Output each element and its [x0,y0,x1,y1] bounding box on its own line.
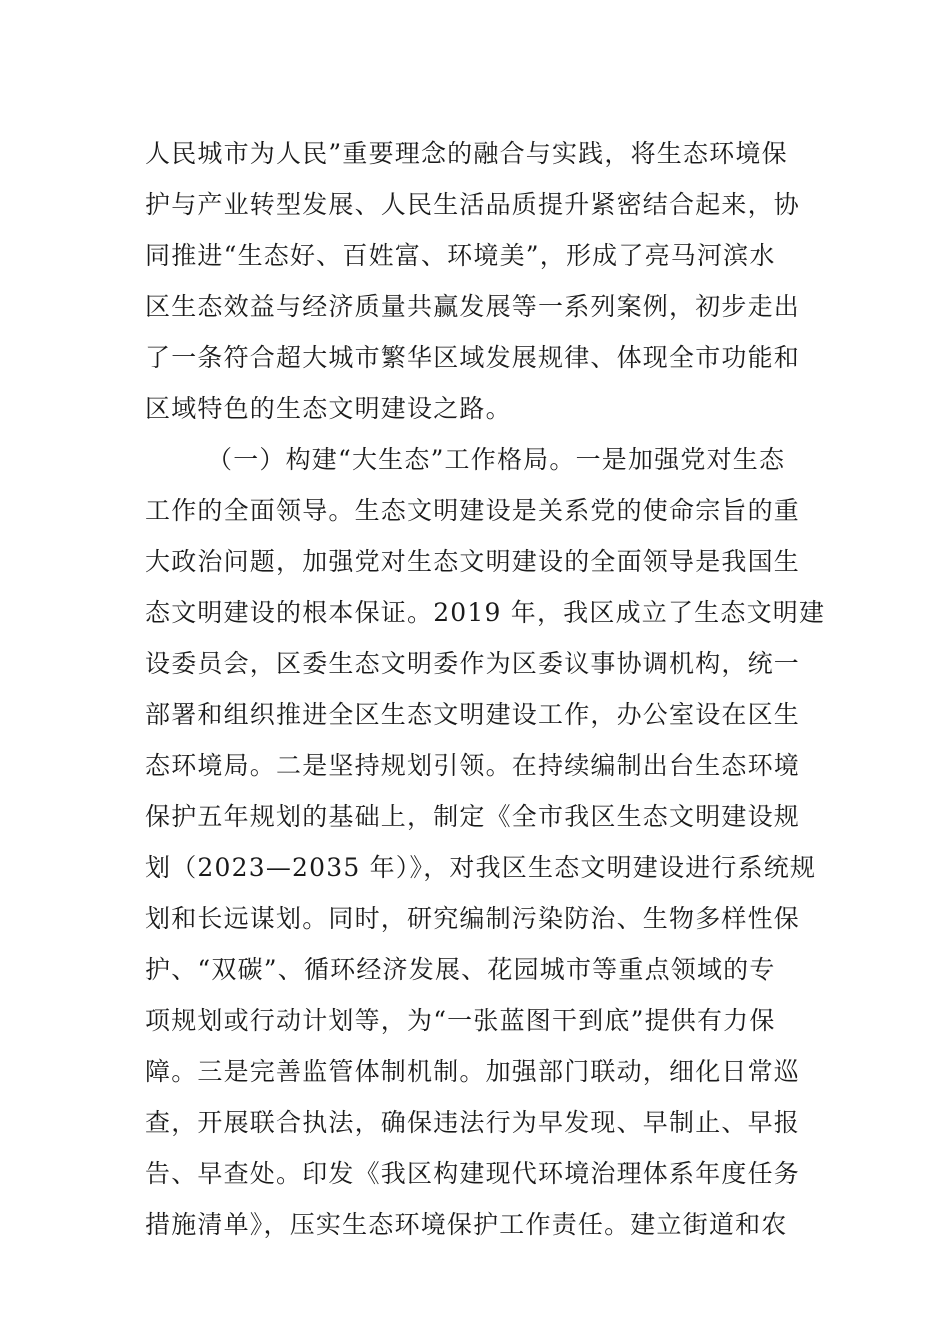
text-line: 部署和组织推进全区生态文明建设工作，办公室设在区生 [145,700,801,729]
text-line: 工作的全面领导。生态文明建设是关系党的使命宗旨的重 [145,496,801,525]
text-line: 措施清单》，压实生态环境保护工作责任。建立街道和农 [145,1210,788,1239]
text-line: 大政治问题，加强党对生态文明建设的全面领导是我国生 [145,547,801,576]
text-line: 同推进“生态好、百姓富、环境美”，形成了亮马河滨水 [145,241,776,270]
text-line: 了一条符合超大城市繁华区域发展规律、体现全市功能和 [145,343,801,372]
text-line: 护与产业转型发展、人民生活品质提升紧密结合起来，协 [145,190,801,219]
text-line: 划和长远谋划。同时，研究编制污染防治、生物多样性保 [145,904,801,933]
text-line: 人民城市为人民”重要理念的融合与实践，将生态环境保 [145,139,788,168]
text-line: 查，开展联合执法，确保违法行为早发现、早制止、早报 [145,1108,801,1137]
text-line: 护、“双碳”、循环经济发展、花园城市等重点领域的专 [145,955,776,984]
paragraph-2 [145,434,826,1250]
text-line: 区生态效益与经济质量共赢发展等一系列案例，初步走出 [145,292,801,321]
document-body [145,128,826,1250]
text-line: 障。三是完善监管体制机制。加强部门联动，细化日常巡 [145,1057,801,1086]
text-line: 态文明建设的根本保证。2019 年，我区成立了生态文明建 [145,598,826,627]
text-line: 态环境局。二是坚持规划引领。在持续编制出台生态环境 [145,751,801,780]
text-line: 保护五年规划的基础上，制定《全市我区生态文明建设规 [145,802,801,831]
text-line: 告、早查处。印发《我区构建现代环境治理体系年度任务 [145,1159,801,1188]
paragraph-1 [145,128,815,434]
text-line: 项规划或行动计划等，为“一张蓝图干到底”提供有力保 [145,1006,776,1035]
text-line: 区域特色的生态文明建设之路。 [145,394,512,423]
text-line: （一）构建“大生态”工作格局。一是加强党对生态 [207,445,786,474]
text-line: 设委员会，区委生态文明委作为区委议事协调机构，统一 [145,649,801,678]
text-line: 划（2023—2035 年）》，对我区生态文明建设进行系统规 [145,853,817,882]
